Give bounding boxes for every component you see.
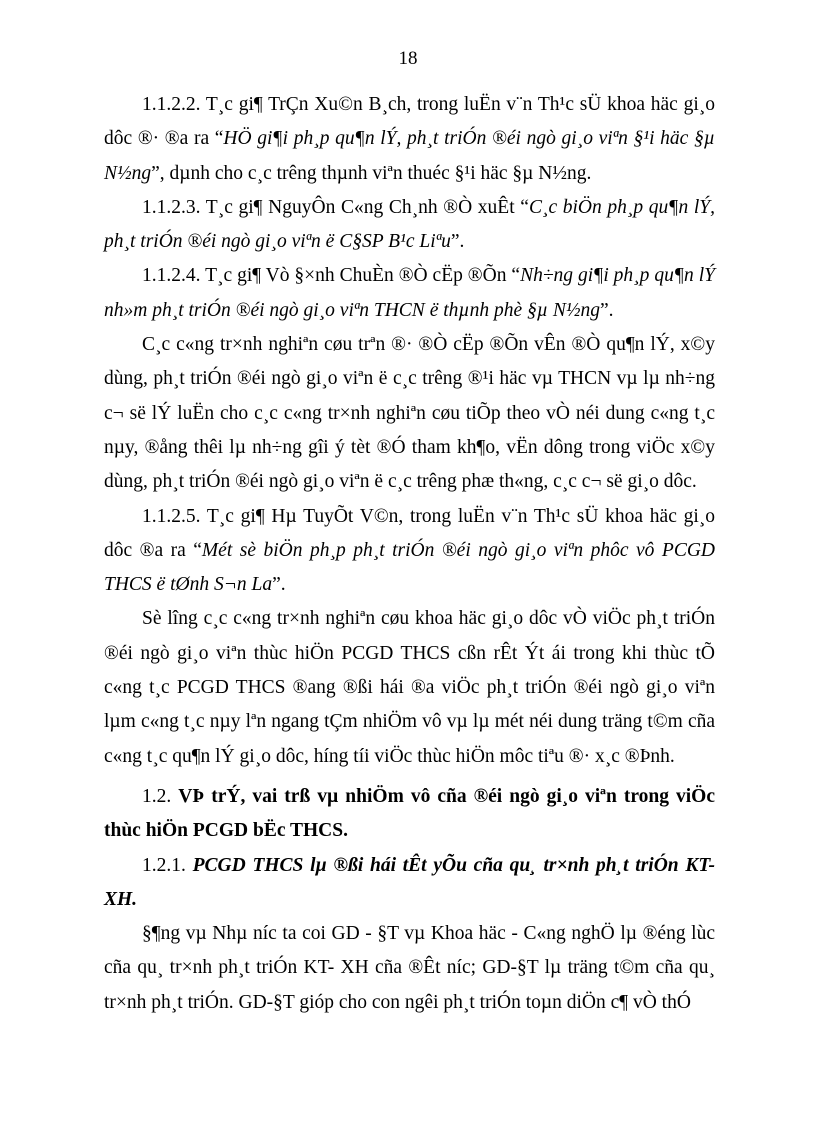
heading-number: 1.2.	[142, 785, 179, 807]
heading-text: VÞ trÝ, vai trß vµ nhiÖm vô cña ®éi ngò gi¸o viªn trong viÖc thùc hiÖn PCGD bËc THCS.	[104, 785, 716, 842]
paragraph-text: 1.1.2.2. T¸c gi¶ TrÇn Xu©n B¸ch, trong luËn v¨n Th¹c sÜ khoa häc gi¸o dôc ®· ®a ra “	[104, 94, 715, 150]
paragraph-text: ”, dµnh cho c¸c trêng thµnh viªn thuéc §¹i häc §µ N½ng.	[151, 162, 592, 184]
paragraph-summary: C¸c c«ng tr×nh nghiªn cøu trªn ®· ®Ò cËp ®Õn vÊn ®Ò qu¶n lÝ, x©y dùng, ph¸t triÓn ®éi ngò gi¸o viªn ë c¸c trêng ®¹i häc vµ THCN vµ lµ nh÷ng c¬ së lÝ luËn cho c¸c c«ng tr×nh nghiªn cøu tiÕp theo vÒ néi dung c«ng t¸c nµy, ®ång thêi lµ nh÷ng gîi ý tèt ®Ó tham kh¶o, vËn dông trong viÖc x©y dùng, ph¸t triÓn ®éi ngò gi¸o viªn ë c¸c trêng phæ th«ng, c¸c c¬ së gi¸o dôc.	[104, 334, 715, 493]
page-content	[104, 88, 715, 1020]
paragraph-text: 1.1.2.5. T¸c gi¶ Hµ TuyÕt V©n, trong luËn v¨n Th¹c sÜ khoa häc gi¸o dôc ®a ra “	[104, 505, 715, 561]
paragraph-text: ”.	[272, 574, 286, 596]
paragraph-1-1-2-3	[104, 191, 715, 260]
thesis-title: Mét sè biÖn ph¸p ph¸t triÓn ®éi ngò gi¸o viªn phôc vô PCGD THCS ë tØnh S¬n La	[104, 539, 715, 596]
thesis-title: Nh÷ng gi¶i ph¸p qu¶n lÝ nh»m ph¸t triÓn ®éi ngò gi¸o viªn THCN ë thµnh phè §µ N½ng	[104, 265, 716, 321]
paragraph-text: ”.	[600, 299, 614, 321]
paragraph-1-1-2-2	[104, 88, 715, 191]
subsection-heading-1-2-1	[104, 849, 715, 918]
paragraph-1-1-2-4	[104, 259, 715, 328]
paragraph-party-state: §¶ng vµ Nhµ níc ta coi GD - §T vµ Khoa häc - C«ng nghÖ lµ ®éng lùc cña qu¸ tr×nh ph¸t triÓn KT- XH cña ®Êt níc; GD-§T lµ träng t©m cña qu¸ tr×nh ph¸t triÓn. GD-§T gióp cho con ngêi ph¸t triÓn toµn diÖn c¶ vÒ thÓ	[104, 923, 715, 1013]
heading-number: 1.2.1.	[142, 854, 193, 876]
page-number: 18	[398, 48, 418, 69]
thesis-title: C¸c biÖn ph¸p qu¶n lÝ, ph¸t triÓn ®éi ngò gi¸o viªn ë C§SP B¹c Liªu	[104, 196, 716, 253]
paragraph-text: 1.1.2.4. T¸c gi¶ Vò §×nh ChuÈn ®Ò cËp ®Õn “	[142, 265, 521, 287]
section-heading-1-2	[104, 780, 715, 849]
paragraph-text: ”.	[450, 231, 465, 253]
paragraph-1-1-2-5	[104, 500, 715, 603]
thesis-title: HÖ gi¶i ph¸p qu¶n lÝ, ph¸t triÓn ®éi ngò gi¸o viªn §¹i häc §µ N½ng	[104, 128, 715, 184]
heading-text: PCGD THCS lµ ®ßi hái tÊt yÕu cña qu¸ tr×nh ph¸t triÓn KT- XH.	[104, 854, 716, 910]
paragraph-research-count: Sè lîng c¸c c«ng tr×nh nghiªn cøu khoa häc gi¸o dôc vÒ viÖc ph¸t triÓn ®éi ngò gi¸o viªn thùc hiÖn PCGD THCS cßn rÊt Ýt ái trong khi thùc tÕ c«ng t¸c PCGD THCS ®ang ®ßi hái ®a viÖc ph¸t triÓn ®éi ngò gi¸o viªn lµm c«ng t¸c nµy lªn ngang tÇm nhiÖm vô vµ lµ mét néi dung träng t©m cña c«ng t¸c qu¶n lÝ gi¸o dôc, híng tíi viÖc thùc hiÖn môc tiªu ®· x¸c ®Þnh.	[104, 608, 715, 767]
paragraph-text: 1.1.2.3. T¸c gi¶ NguyÔn C«ng Ch¸nh ®Ò xuÊt “	[142, 196, 529, 218]
